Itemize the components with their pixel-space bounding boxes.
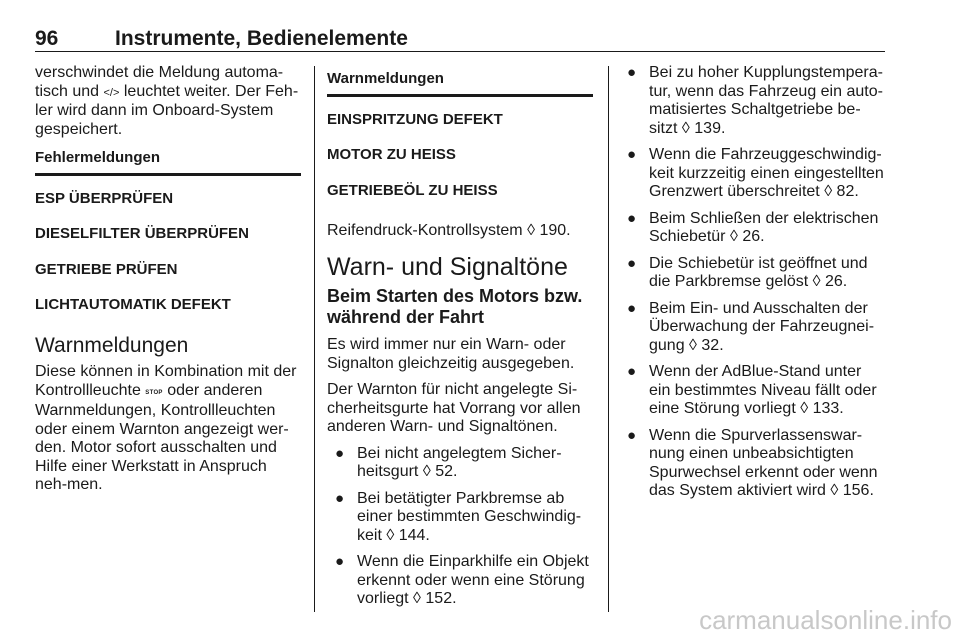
page-reference-link[interactable]: 26.: [825, 273, 848, 290]
warnings-subheading: Warnmeldungen: [327, 70, 593, 97]
watermark: carmanualsonline.info: [699, 605, 952, 635]
bullet-icon: ●: [335, 444, 345, 462]
header-rule: [35, 51, 885, 52]
paragraph-two: Der Warnton für nicht angelegte Si-cherheitsgurte hat Vorrang vor allen anderen Warn- und Signaltönen.: [327, 381, 581, 435]
bullet-icon: ●: [627, 146, 637, 163]
reference-arrow-icon: ◊: [527, 222, 535, 239]
list-item-text: Bei zu hoher Kupplungstempera-tur, wenn das Fahrzeug ein auto-matisiertes Schaltgetriebe be-sitzt: [649, 64, 883, 137]
page-reference-link[interactable]: 82.: [836, 183, 859, 200]
column-divider-1: [314, 66, 315, 612]
faults-heading: Fehlermeldungen: [35, 149, 301, 176]
tyre-text: Reifendruck-Kontrollsystem: [327, 222, 523, 239]
page-number: 96: [35, 27, 59, 50]
control-light-icon: </>: [103, 86, 120, 99]
fault-item: LICHTAUTOMATIK DEFEKT: [35, 296, 231, 313]
stop-icon: STOP: [145, 389, 163, 396]
warnings-paragraph: [35, 363, 301, 495]
subsection-title: Beim Starten des Motors bzw. während der Fahrt: [327, 286, 583, 327]
bullet-icon: ●: [627, 254, 637, 272]
warning-item: EINSPRITZUNG DEFEKT: [327, 110, 503, 128]
warning-item: GETRIEBEÖL ZU HEISS: [327, 181, 498, 199]
fault-item: ESP ÜBERPRÜFEN: [35, 189, 174, 207]
page-reference-link[interactable]: 156.: [842, 482, 874, 499]
column-2: [327, 64, 593, 609]
list-item: [625, 300, 885, 356]
column-1: [35, 64, 301, 495]
list-item: [327, 553, 593, 609]
list-item-text: Beim Schließen der elektrischen Schiebetür: [649, 209, 879, 245]
reference-arrow-icon: ◊: [830, 482, 839, 499]
fault-item: GETRIEBE PRÜFEN: [35, 260, 178, 278]
list-item-text: Wenn die Einparkhilfe ein Objekt erkennt oder wenn eine Störung vorliegt: [357, 553, 589, 607]
warnings-heading: Warnmeldungen: [35, 333, 189, 357]
reference-arrow-icon: ◊: [413, 590, 421, 607]
bullet-icon: ●: [335, 489, 345, 507]
page-reference-link[interactable]: 152.: [425, 590, 457, 607]
list-item: [327, 490, 593, 546]
page-reference-link[interactable]: 32.: [701, 336, 724, 354]
reference-arrow-icon: ◊: [812, 273, 821, 290]
warning-item: MOTOR ZU HEISS: [327, 146, 456, 163]
page-reference-link[interactable]: 139.: [694, 119, 726, 137]
bullet-icon: ●: [627, 426, 637, 444]
section-title: Warn- und Signaltöne: [327, 252, 568, 281]
bullet-icon: ●: [627, 299, 637, 317]
intro-text-a: verschwindet die Meldung automa-tisch und: [35, 64, 284, 100]
bullet-icon: ●: [627, 209, 637, 227]
warnings-text-a: Diese können in Kombination mit der Kontrollleuchte: [35, 363, 297, 399]
list-item-text: Die Schiebetür ist geöffnet und die Parkbremse gelöst: [649, 254, 868, 290]
list-item: [625, 363, 885, 419]
list-item-text: Bei betätigter Parkbremse ab einer bestimmten Geschwindig-keit: [357, 489, 582, 544]
list-item: [625, 427, 885, 501]
list-item-text: Wenn die Fahrzeuggeschwindig-keit kurzzeitig einen eingestellten Grenzwert überschreitet: [649, 146, 884, 200]
paragraph-one: Es wird immer nur ein Warn- oder Signalton gleichzeitig ausgegeben.: [327, 336, 575, 372]
reference-arrow-icon: ◊: [824, 183, 833, 200]
reference-arrow-icon: ◊: [386, 526, 395, 544]
reference-arrow-icon: ◊: [681, 119, 690, 137]
list-item-text: Wenn der AdBlue-Stand unter ein bestimmtes Niveau fällt oder eine Störung vorliegt: [649, 363, 877, 417]
bullet-icon: ●: [335, 553, 345, 570]
bullet-list: [625, 64, 885, 501]
column-3: [625, 64, 885, 501]
tyre-pressure-reference: [327, 222, 593, 241]
page-reference-link[interactable]: 52.: [435, 463, 458, 480]
reference-arrow-icon: ◊: [689, 336, 697, 354]
intro-paragraph: [35, 64, 301, 139]
list-item-text: Wenn die Spurverlassenswar-nung einen unbeabsichtigten Spurwechsel erkennt oder wenn das System aktiviert wird: [649, 426, 878, 499]
column-divider-2: [608, 66, 609, 612]
bullet-icon: ●: [627, 363, 637, 380]
list-item: [327, 445, 593, 482]
reference-arrow-icon: ◊: [422, 463, 431, 480]
list-item: [625, 255, 885, 292]
list-item-text: Bei nicht angelegtem Sicher-heitsgurt: [357, 444, 562, 480]
reference-arrow-icon: ◊: [729, 228, 738, 245]
page-reference-link[interactable]: 26.: [742, 228, 765, 245]
list-item: [625, 210, 885, 247]
reference-arrow-icon: ◊: [800, 400, 809, 417]
page-reference-link[interactable]: 144.: [398, 526, 430, 544]
page-reference-link[interactable]: 190.: [539, 222, 571, 239]
list-item: [625, 146, 885, 202]
bullet-icon: ●: [627, 64, 637, 81]
fault-item: DIESELFILTER ÜBERPRÜFEN: [35, 225, 249, 242]
page-title: Instrumente, Bedienelemente: [115, 27, 408, 50]
list-item-text: Beim Ein- und Ausschalten der Überwachung der Fahrzeugnei-gung: [649, 299, 875, 354]
bullet-list: [327, 445, 593, 609]
page-reference-link[interactable]: 133.: [812, 400, 844, 417]
warnings-text-b: oder anderen Warnmeldungen, Kontrollleuchten oder einem Warnton angezeigt wer-den. Motor sofort ausschalten und Hilfe einer Werkstatt in Anspruch neh-men.: [35, 381, 289, 493]
list-item: [625, 64, 885, 138]
intro-text-b: leuchtet weiter. Der Feh-ler wird dann im Onboard-System gespeichert.: [35, 82, 299, 138]
